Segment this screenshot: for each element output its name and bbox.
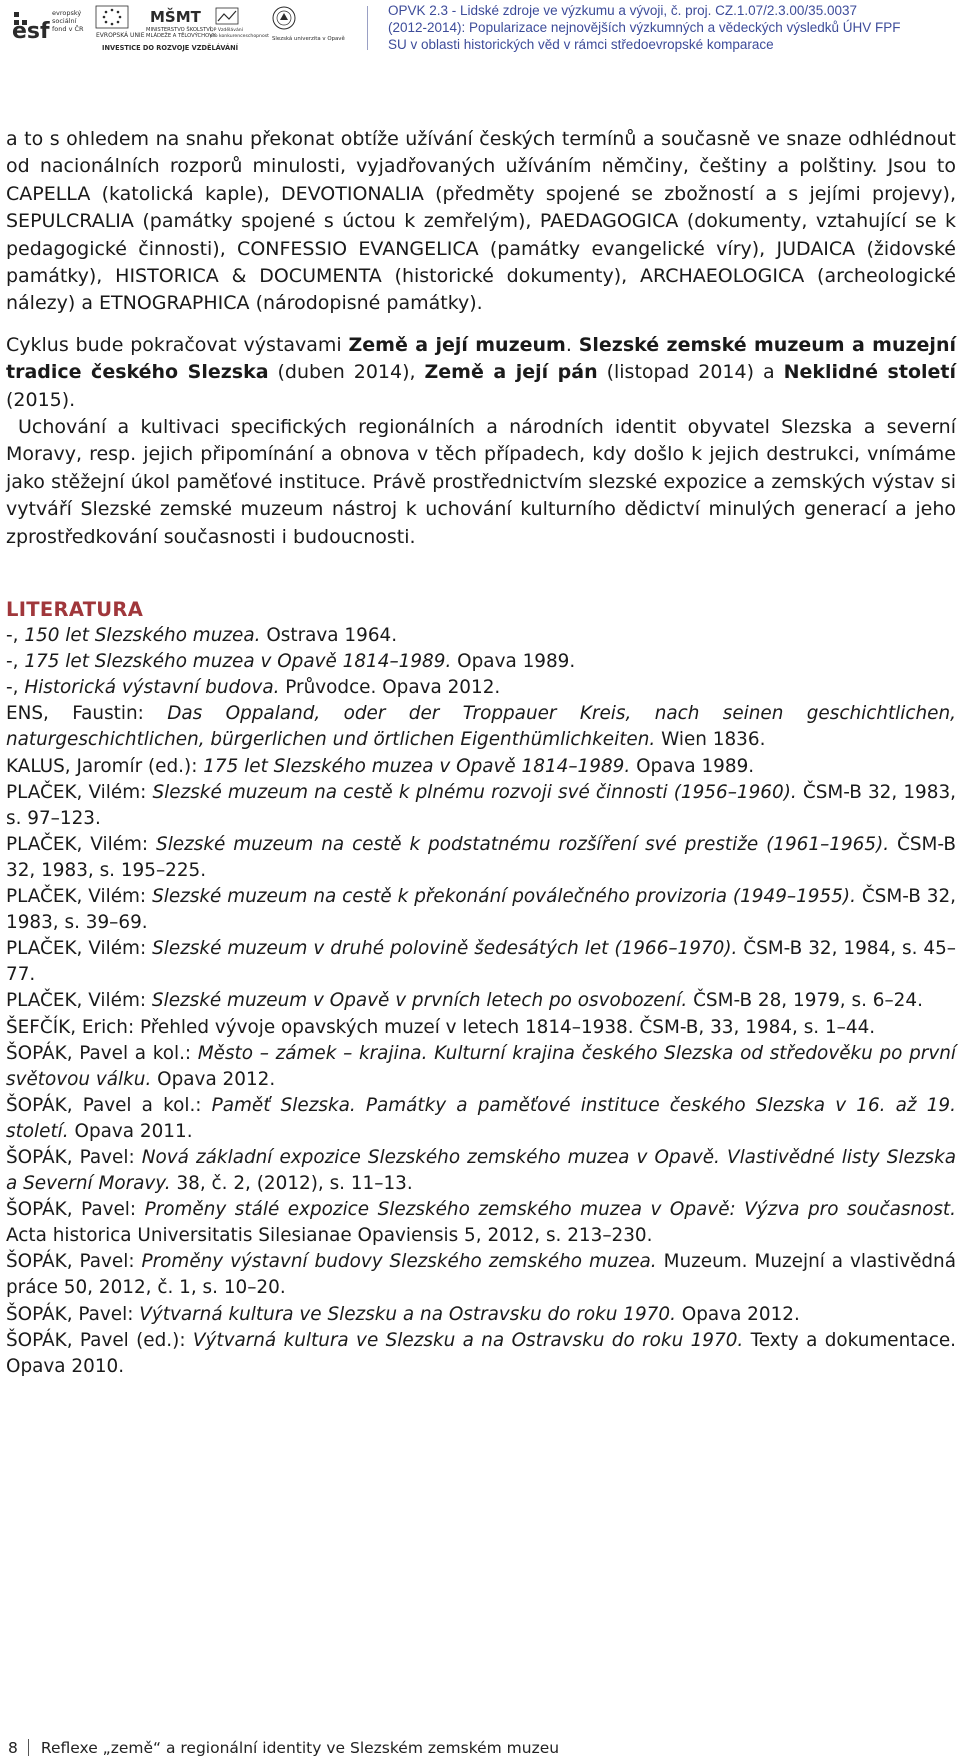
svg-text:fond v ČR: fond v ČR — [52, 25, 84, 33]
op-vk-logo-icon — [210, 8, 269, 39]
svg-text:MINISTERSTVO ŠKOLSTVÍ,: MINISTERSTVO ŠKOLSTVÍ, — [146, 27, 213, 33]
entry-author: ŠOPÁK, Pavel: — [6, 1303, 140, 1325]
entry-author: ŠOPÁK, Pavel: — [6, 1199, 145, 1221]
bibliography-entry — [6, 754, 956, 780]
entry-details: Opava 2012. — [675, 1303, 800, 1325]
page-number: 8 — [8, 1739, 18, 1757]
entry-details: Texty a dokumentace. Opava 2010. — [6, 1329, 957, 1377]
entry-author: ŠOPÁK, Pavel: — [6, 1146, 142, 1168]
svg-text:pro konkurenceschopnost: pro konkurenceschopnost — [210, 34, 269, 39]
entry-details: 38, č. 2, (2012), s. 11–13. — [170, 1173, 413, 1195]
entry-author: PLAČEK, Vilém: — [6, 990, 152, 1012]
entry-details: Ostrava 1964. — [260, 625, 398, 647]
svg-text:EVROPSKÁ UNIE: EVROPSKÁ UNIE — [96, 32, 145, 39]
project-info-line: OPVK 2.3 - Lidské zdroje ve výzkumu a vývoji, č. proj. CZ.1.07/2.3.00/35.0037 — [388, 3, 857, 18]
svg-text:Slezská univerzita v Opavě: Slezská univerzita v Opavě — [272, 36, 345, 42]
funding-logos — [12, 2, 360, 54]
bibliography-entry — [6, 623, 956, 649]
entry-author: ŠOPÁK, Pavel (ed.): — [6, 1329, 193, 1351]
svg-text:MŠMT: MŠMT — [150, 8, 201, 26]
bibliography-entry — [6, 649, 956, 675]
entry-author: PLAČEK, Vilém: — [6, 938, 153, 960]
entry-title: Paměť Slezska. Památky a paměťové instituce českého Slezska v 16. až 19. století. — [6, 1094, 956, 1142]
footer-divider — [28, 1739, 29, 1756]
entry-details: Opava 2011. — [68, 1120, 193, 1142]
exhibition-title: Slezské zemské muzeum a muzejní tradice českého Slezska — [6, 333, 956, 384]
page-footer — [8, 1738, 948, 1758]
esf-logo-icon — [12, 9, 84, 44]
bibliography-entry — [6, 1015, 956, 1041]
entry-details: Průvodce. Opava 2012. — [279, 677, 501, 699]
entry-title: Město – zámek – krajina. Kulturní krajina českého Slezska od středověku po první světovou válku. — [6, 1042, 956, 1090]
entry-title: Das Oppaland, oder der Troppauer Kreis, nach seinen geschichtlichen, naturgeschichtlichen, bürgerlichen und örtlichen Eigenthümlichkeiten. — [6, 703, 956, 751]
entry-details: Acta historica Universitatis Silesianae Opaviensis 5, 2012, s. 213–230. — [6, 1225, 653, 1247]
bibliography-entry — [6, 1041, 956, 1093]
entry-author: -, — [6, 651, 25, 673]
svg-text:MLÁDEŽE A TĚLOVÝCHOVY: MLÁDEŽE A TĚLOVÝCHOVY — [146, 33, 216, 39]
entry-title: Nová základní expozice Slezského zemského muzea v Opavě. Vlastivědné listy Slezska a Severní Moravy. — [6, 1146, 957, 1195]
body-paragraph: Uchování a kultivaci specifických regionálních a národních identit obyvatel Slezska a severní Moravy, resp. jejich připomínání a obnova v těch případech, kdy došlo k jejich destrukci, vnímáme jako stěžejní úkol paměťové instituce. Právě prostřednictvím slezské expozice a zemských výstav si vytváří Slezské zemské muzeum nástroj k uchování kulturního dědictví minulých generací a jeho zprostředkování současnosti i budoucnosti. — [6, 416, 956, 548]
bibliography-entry — [6, 1249, 956, 1301]
msmt-logo-icon — [146, 7, 217, 39]
svg-text:evropský: evropský — [52, 9, 82, 17]
main-content — [6, 126, 956, 1380]
exhibition-title: Země a její pán — [424, 361, 598, 384]
entry-details: Přehled vývoje opavských muzeí v letech 1814–1938. ČSM-B, 33, 1984, s. 1–44. — [140, 1016, 876, 1038]
entry-details: Wien 1836. — [655, 729, 766, 751]
entry-author: ENS, Faustin: — [6, 703, 168, 725]
project-info-line: SU v oblasti historických věd v rámci středoevropské komparace — [388, 37, 774, 52]
bibliography-entry — [6, 832, 956, 884]
esf-logo-text: esf — [12, 19, 50, 44]
svg-text:sociální: sociální — [52, 17, 77, 25]
entry-details: ČSM-B 32, 1983, s. 97–123. — [6, 781, 956, 829]
entry-title: Slezské muzeum v Opavě v prvních letech po osvobození. — [151, 990, 688, 1012]
entry-author: PLAČEK, Vilém: — [6, 781, 153, 803]
entry-details: ČSM-B 32, 1983, s. 39–69. — [6, 886, 956, 934]
entry-author: ŠOPÁK, Pavel: — [6, 1251, 142, 1273]
entry-title: Proměny výstavní budovy Slezského zemského muzea. — [141, 1251, 657, 1273]
bibliography-entry — [6, 936, 956, 988]
entry-author: ŠEFČÍK, Erich: — [6, 1016, 140, 1038]
entry-author: PLAČEK, Vilém: — [6, 886, 153, 908]
entry-title: 175 let Slezského muzea v Opavě 1814–1989. — [24, 651, 452, 673]
bibliography-entry — [6, 780, 956, 832]
entry-title: Výtvarná kultura ve Slezsku a na Ostravsku do roku 1970. — [139, 1303, 676, 1325]
body-paragraph: a to s ohledem na snahu překonat obtíže užívání českých termínů a současně ve snaze odhlédnout od nacionálních rozporů minulosti, vyjadřovaných užíváním němčiny, češtiny a polštiny. Jsou to CAPELLA (katolická kaple), DEVOTIONALIA (předměty spojené se zbožností a s jejími projevy), SEPULCRALIA (památky spojené s úctou k zemřelým), PAEDAGOGICA (dokumenty, vztahující se k pedagogické činnosti), CONFESSIO EVANGELICA (památky evangelické víry), JUDAICA (židovské památky), HISTORICA & DOCUMENTA (historické dokumenty), ARCHAEOLOGICA (archeologické nálezy) a ETNOGRAPHICA (národopisné památky). — [6, 128, 956, 315]
bibliography-entry — [6, 1302, 956, 1328]
entry-title: Výtvarná kultura ve Slezsku a na Ostravsku do roku 1970. — [192, 1329, 744, 1351]
bibliography-entry — [6, 675, 956, 701]
entry-title: Proměny stálé expozice Slezského zemského muzea v Opavě: Výzva pro současnost. — [144, 1199, 956, 1221]
entry-author: -, — [6, 677, 25, 699]
running-title: Reflexe „země“ a regionální identity ve Slezském zemském muzeu — [40, 1739, 560, 1757]
entry-details: ČSM-B 32, 1983, s. 195–225. — [6, 833, 956, 881]
logos-caption: INVESTICE DO ROZVOJE VZDĚLÁVÁNÍ — [102, 44, 239, 52]
exhibition-title: Země a její muzeum — [348, 333, 566, 356]
bibliography-entry — [6, 1093, 956, 1145]
exhibition-title: Neklidné století — [783, 361, 956, 384]
entry-author: ŠOPÁK, Pavel a kol.: — [6, 1094, 212, 1116]
entry-author: KALUS, Jaromír (ed.): — [6, 755, 204, 777]
eu-flag-icon — [96, 6, 145, 39]
entry-title: Slezské muzeum v druhé polovině šedesátých let (1966–1970). — [152, 938, 738, 960]
page-header — [0, 0, 960, 56]
bibliography-entry — [6, 988, 956, 1014]
bibliography-entry — [6, 884, 956, 936]
entry-details: ČSM-B 32, 1984, s. 45–77. — [6, 938, 956, 986]
university-seal-icon — [272, 7, 345, 42]
entry-title: 175 let Slezského muzea v Opavě 1814–1989. — [203, 755, 631, 777]
entry-author: PLAČEK, Vilém: — [6, 833, 157, 855]
body-paragraph: Cyklus bude pokračovat výstavami Země a její muzeum. Slezské zemské muzeum a muzejní tradice českého Slezska (duben 2014), Země a její pán (listopad 2014) a Neklidné století (2015). — [6, 333, 956, 411]
entry-title: 150 let Slezského muzea. — [24, 625, 261, 647]
bibliography-list — [6, 623, 956, 1380]
svg-text:OP Vzdělávání: OP Vzdělávání — [210, 28, 243, 33]
bibliography-entry — [6, 1197, 956, 1249]
entry-author: -, — [6, 625, 25, 647]
entry-details: Opava 1989. — [630, 755, 755, 777]
entry-details: Opava 2012. — [151, 1068, 276, 1090]
literature-heading: LITERATURA — [6, 598, 144, 622]
project-info-line: (2012-2014): Popularizace nejnovějších výzkumných a vědeckých výsledků ÚHV FPF — [388, 20, 901, 35]
entry-title: Slezské muzeum na cestě k překonání poválečného provizoria (1949–1955). — [152, 886, 856, 908]
entry-title: Slezské muzeum na cestě k plnému rozvoji své činnosti (1956–1960). — [152, 781, 797, 803]
entry-title: Slezské muzeum na cestě k podstatnému rozšíření své prestiže (1961–1965). — [156, 833, 890, 855]
entry-author: ŠOPÁK, Pavel a kol.: — [6, 1042, 198, 1064]
bibliography-entry — [6, 1328, 956, 1380]
entry-details: ČSM-B 28, 1979, s. 6–24. — [687, 990, 923, 1012]
bibliography-entry — [6, 701, 956, 753]
entry-details: Opava 1989. — [451, 651, 576, 673]
entry-details: Muzeum. Muzejní a vlastivědná práce 50, 2012, č. 1, s. 10–20. — [6, 1251, 956, 1299]
project-info — [388, 2, 954, 53]
bibliography-entry — [6, 1145, 956, 1197]
entry-title: Historická výstavní budova. — [24, 677, 280, 699]
header-divider — [367, 6, 368, 50]
